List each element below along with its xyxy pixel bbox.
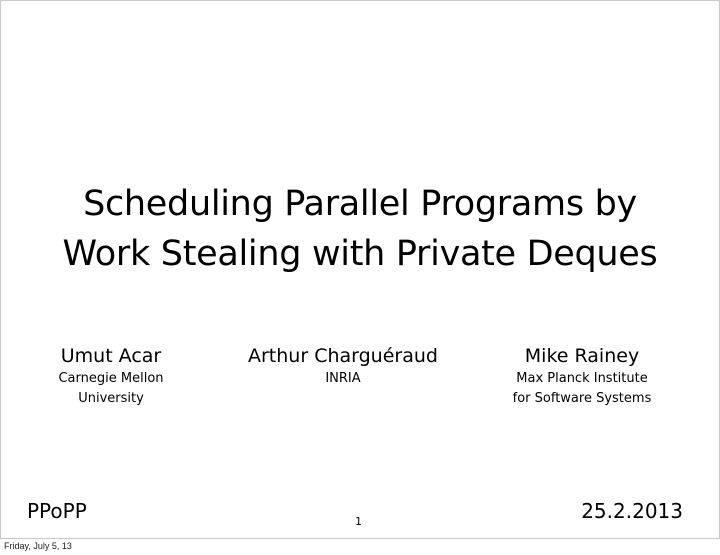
author-affiliation-line: Max Planck Institute — [516, 371, 648, 386]
author-umut-acar — [31, 343, 191, 409]
author-affiliation-line: Carnegie Mellon — [58, 371, 164, 386]
title-line-1: Scheduling Parallel Programs by — [83, 184, 637, 225]
author-arthur-chargueraud — [223, 343, 463, 389]
author-affiliation-line: INRIA — [325, 371, 361, 386]
author-name: Arthur Charguéraud — [248, 345, 438, 367]
author-affiliation-line: for Software Systems — [512, 391, 652, 406]
author-affiliation-line: University — [78, 391, 144, 406]
slide-title — [1, 179, 719, 279]
title-line-2: Work Stealing with Private Deques — [62, 234, 658, 275]
page-number: 1 — [355, 515, 362, 528]
author-name: Mike Rainey — [524, 345, 640, 367]
author-mike-rainey — [487, 343, 677, 409]
slide-caption: Friday, July 5, 13 — [4, 541, 72, 551]
date-label: 25.2.2013 — [581, 499, 683, 523]
author-name: Umut Acar — [60, 345, 162, 367]
venue-label: PPoPP — [27, 499, 87, 523]
